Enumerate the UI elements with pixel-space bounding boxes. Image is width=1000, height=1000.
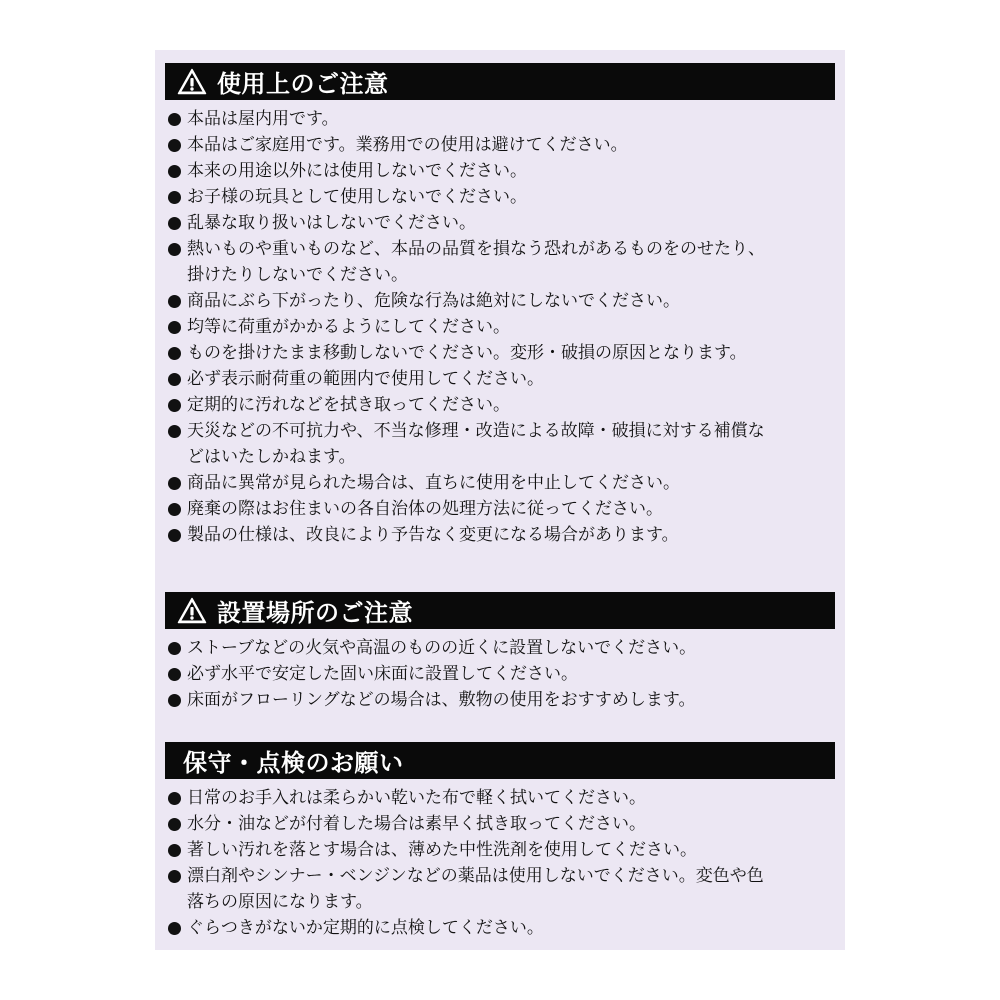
list-item: 熱いものや重いものなど、本品の品質を損なう恐れがあるものをのせたり、 掛けたりしないでください。 (165, 236, 835, 288)
bullet-icon (168, 399, 181, 412)
warning-icon (177, 597, 207, 624)
section-header (165, 592, 835, 629)
bullet-icon (168, 295, 181, 308)
list-item: 本来の用途以外には使用しないでください。 (165, 158, 835, 184)
list-item: 均等に荷重がかかるようにしてください。 (165, 314, 835, 340)
bullet-icon (168, 113, 181, 126)
section-usage-cautions (165, 63, 835, 548)
bullet-icon (168, 922, 181, 935)
section-title: 使用上のご注意 (217, 70, 389, 98)
section-header (165, 63, 835, 100)
list-item: 水分・油などが付着した場合は素早く拭き取ってください。 (165, 811, 835, 837)
list-item: 必ず表示耐荷重の範囲内で使用してください。 (165, 366, 835, 392)
list-item: 天災などの不可抗力や、不当な修理・改造による故障・破損に対する補償な どはいたしかねます。 (165, 418, 835, 470)
list-item: 必ず水平で安定した固い床面に設置してください。 (165, 661, 835, 687)
list-item: 乱暴な取り扱いはしないでください。 (165, 210, 835, 236)
bullet-icon (168, 694, 181, 707)
bullet-icon (168, 347, 181, 360)
bullet-icon (168, 529, 181, 542)
bullet-icon (168, 870, 181, 883)
bullet-icon (168, 165, 181, 178)
list-item: 製品の仕様は、改良により予告なく変更になる場合があります。 (165, 522, 835, 548)
bullet-icon (168, 373, 181, 386)
section-maintenance-requests (165, 742, 835, 941)
bullet-icon (168, 818, 181, 831)
list-item: 本品は屋内用です。 (165, 106, 835, 132)
list-item: お子様の玩具として使用しないでください。 (165, 184, 835, 210)
list-item: 定期的に汚れなどを拭き取ってください。 (165, 392, 835, 418)
list-item: 商品に異常が見られた場合は、直ちに使用を中止してください。 (165, 470, 835, 496)
bullet-icon (168, 792, 181, 805)
bullet-icon (168, 425, 181, 438)
bullet-icon (168, 477, 181, 490)
caution-list (165, 635, 835, 713)
section-header (165, 742, 835, 779)
list-item: ものを掛けたまま移動しないでください。変形・破損の原因となります。 (165, 340, 835, 366)
bullet-icon (168, 503, 181, 516)
list-item: 日常のお手入れは柔らかい乾いた布で軽く拭いてください。 (165, 785, 835, 811)
warning-icon (177, 68, 207, 95)
section-title: 保守・点検のお願い (183, 749, 404, 777)
bullet-icon (168, 642, 181, 655)
bullet-icon (168, 668, 181, 681)
bullet-icon (168, 321, 181, 334)
bullet-icon (168, 243, 181, 256)
list-item: ストーブなどの火気や高温のものの近くに設置しないでください。 (165, 635, 835, 661)
caution-list (165, 106, 835, 548)
list-item: 漂白剤やシンナー・ベンジンなどの薬品は使用しないでください。変色や色 落ちの原因になります。 (165, 863, 835, 915)
caution-list (165, 785, 835, 941)
bullet-icon (168, 139, 181, 152)
section-installation-cautions (165, 592, 835, 713)
bullet-icon (168, 217, 181, 230)
bullet-icon (168, 191, 181, 204)
list-item: ぐらつきがないか定期的に点検してください。 (165, 915, 835, 941)
list-item: 床面がフローリングなどの場合は、敷物の使用をおすすめします。 (165, 687, 835, 713)
section-title: 設置場所のご注意 (217, 599, 413, 627)
list-item: 本品はご家庭用です。業務用での使用は避けてください。 (165, 132, 835, 158)
caution-sheet (155, 50, 845, 950)
bullet-icon (168, 844, 181, 857)
list-item: 著しい汚れを落とす場合は、薄めた中性洗剤を使用してください。 (165, 837, 835, 863)
list-item: 商品にぶら下がったり、危険な行為は絶対にしないでください。 (165, 288, 835, 314)
list-item: 廃棄の際はお住まいの各自治体の処理方法に従ってください。 (165, 496, 835, 522)
